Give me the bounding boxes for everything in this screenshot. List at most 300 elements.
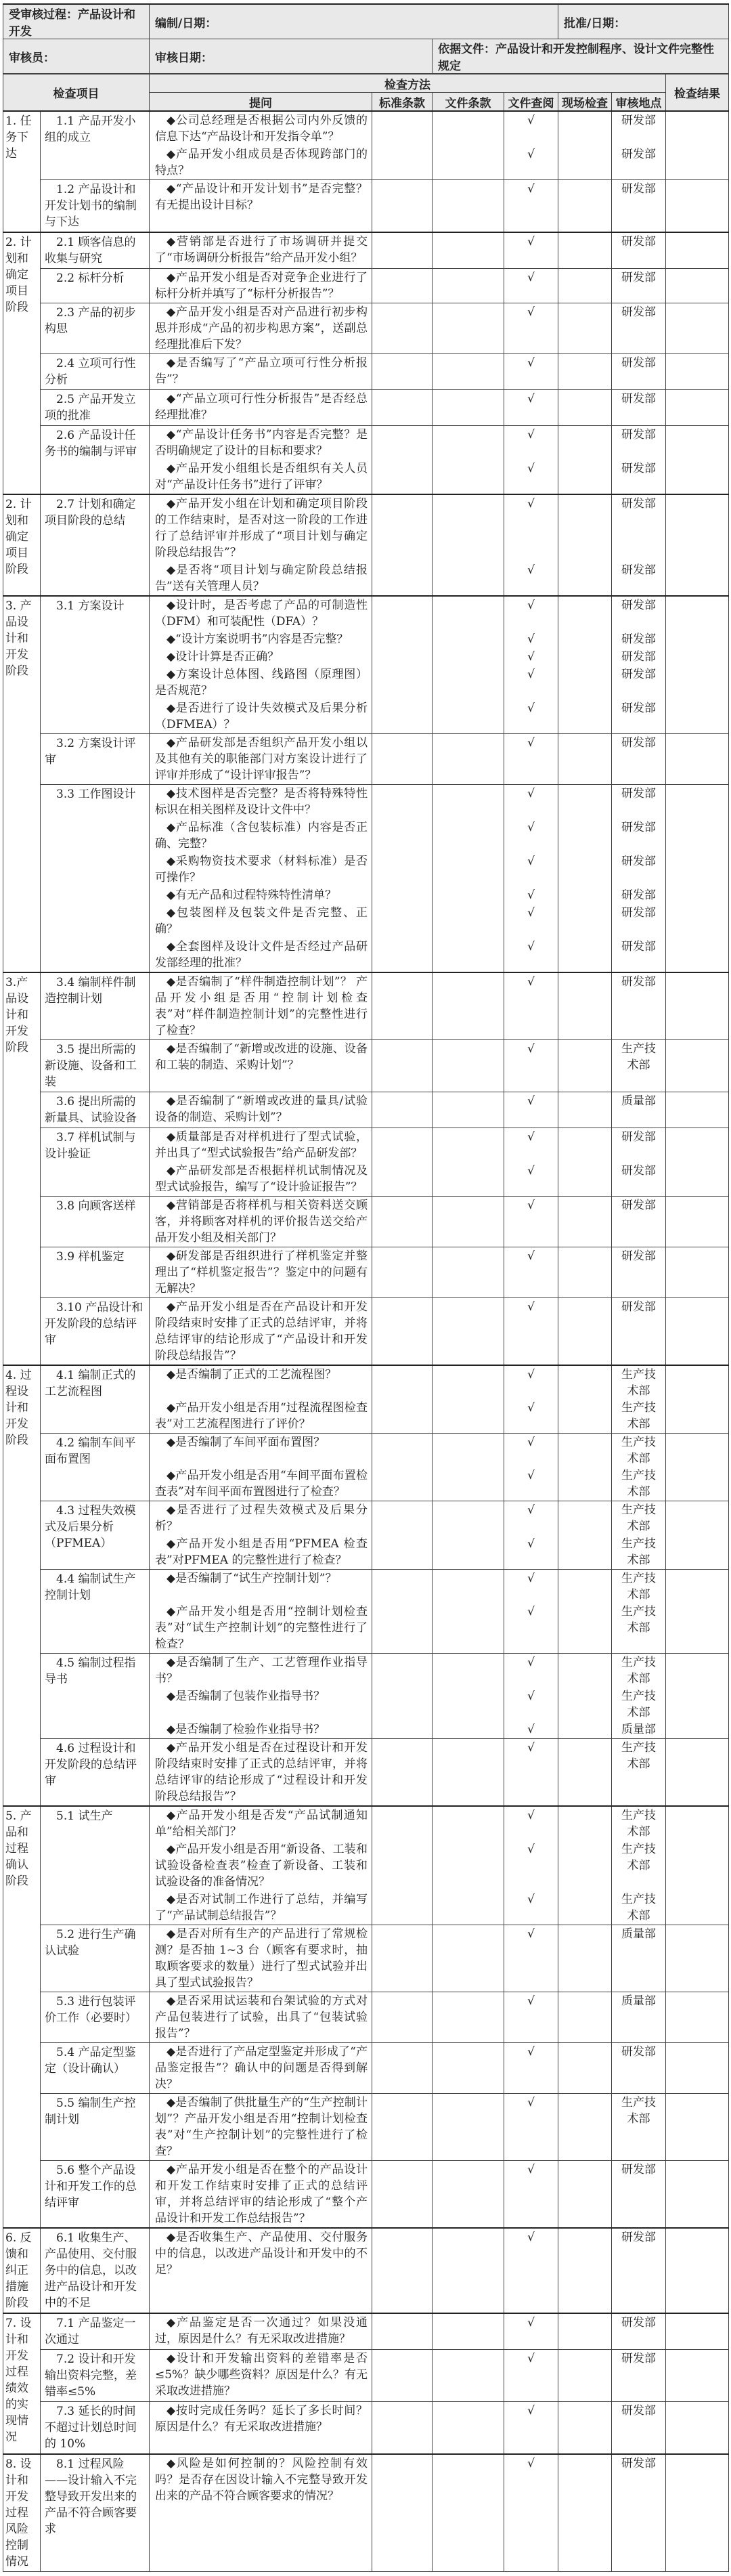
audit-location: 研发部	[612, 785, 666, 819]
audit-location: 生产技术部	[612, 1365, 666, 1399]
document-clause-cell	[433, 648, 504, 666]
check-result-cell[interactable]	[666, 1891, 729, 1925]
check-result-cell[interactable]	[666, 146, 729, 180]
check-result-cell[interactable]	[666, 1570, 729, 1604]
document-review-check: √	[504, 494, 558, 561]
audit-location: 研发部	[612, 232, 666, 269]
question-text: ◆研发部是否组织进行了样机鉴定并整理出了“样机鉴定报告”？鉴定中的问题有无解决？	[150, 1247, 372, 1298]
checklist-table	[3, 74, 729, 2572]
basis-documents: 依据文件：产品设计和开发控制程序、设计文件完整性规定	[433, 39, 729, 74]
question-text: ◆是否编制了“新增或改进的设施、设备和工装的制造、采购计划”？	[150, 1040, 372, 1092]
document-review-check: √	[504, 1688, 558, 1721]
table-row	[3, 2454, 729, 2572]
question-text: ◆是否将“项目计划与确定阶段总结报告”送有关管理人员？	[150, 561, 372, 596]
onsite-check-cell	[558, 2402, 612, 2455]
document-review-check: √	[504, 561, 558, 596]
document-clause-cell	[433, 785, 504, 819]
document-clause-cell	[433, 1739, 504, 1807]
document-review-check: √	[504, 2161, 558, 2229]
audit-location: 生产技术部	[612, 1535, 666, 1570]
onsite-check-cell	[558, 269, 612, 303]
audit-location: 质量部	[612, 1925, 666, 1992]
check-result-cell[interactable]	[666, 853, 729, 886]
check-result-cell[interactable]	[666, 1197, 729, 1247]
check-item-title: 3.8 向顾客送样	[41, 1197, 150, 1247]
document-clause-cell	[433, 1891, 504, 1925]
document-review-check: √	[504, 1603, 558, 1654]
onsite-check-cell	[558, 1247, 612, 1298]
onsite-check-cell	[558, 1739, 612, 1807]
question-text: ◆产品开发小组组长是否组织有关人员对“产品设计任务书”进行了评审？	[150, 460, 372, 494]
standard-clause-cell	[372, 1298, 433, 1366]
col-audit-location: 审核地点	[612, 93, 666, 112]
table-row	[3, 1247, 729, 1298]
audit-location: 研发部	[612, 2402, 666, 2455]
audit-location: 生产技术部	[612, 1603, 666, 1654]
document-review-check: √	[504, 460, 558, 494]
check-result-cell[interactable]	[666, 785, 729, 819]
audit-location: 生产技术部	[612, 1688, 666, 1721]
document-clause-cell	[433, 146, 504, 180]
document-review-check: √	[504, 1197, 558, 1247]
check-item-title: 3.10 产品设计和开发阶段的总结评审	[41, 1298, 150, 1366]
document-clause-cell	[433, 1841, 504, 1891]
document-review-check: √	[504, 2402, 558, 2455]
document-clause-cell	[433, 561, 504, 596]
standard-clause-cell	[372, 494, 433, 561]
document-clause-cell	[433, 1467, 504, 1501]
check-item-title: 5.6 整个产品设计和开发工作的总结评审	[41, 2161, 150, 2229]
standard-clause-cell	[372, 1570, 433, 1604]
audit-location: 生产技术部	[612, 1570, 666, 1604]
question-text: ◆质量部是否对样机进行了型式试验，并出具了“型式试验报告”给产品研发部？	[150, 1128, 372, 1163]
check-result-cell[interactable]	[666, 2313, 729, 2350]
onsite-check-cell	[558, 1399, 612, 1434]
question-text: ◆产品开发小组是否对竞争企业进行了标杆分析并填写了“标杆分析报告”？	[150, 269, 372, 303]
check-result-cell[interactable]	[666, 1688, 729, 1721]
question-text: ◆产品开发小组是否用“过程流程图检查表”对工艺流程图进行了评价？	[150, 1399, 372, 1434]
question-text: ◆产品研发部是否组织产品开发小组以及其他有关的职能部门对方案设计进行了评审并形成了“设计评审报告”？	[150, 734, 372, 785]
standard-clause-cell	[372, 146, 433, 180]
check-result-cell[interactable]	[666, 1399, 729, 1434]
audit-location: 生产技术部	[612, 1467, 666, 1501]
check-result-cell[interactable]	[666, 1535, 729, 1570]
audit-location: 研发部	[612, 494, 666, 561]
document-review-check: √	[504, 180, 558, 233]
question-text: ◆营销部是否进行了市场调研并提交了“市场调研分析报告”给产品开发小组？	[150, 232, 372, 269]
check-item-title: 3.9 样机鉴定	[41, 1247, 150, 1298]
check-item-title: 2.7 计划和确定项目阶段的总结	[41, 494, 150, 596]
standard-clause-cell	[372, 1739, 433, 1807]
table-row	[3, 734, 729, 785]
standard-clause-cell	[372, 1806, 433, 1841]
standard-clause-cell	[372, 1925, 433, 1992]
check-result-cell[interactable]	[666, 1841, 729, 1891]
audit-location: 研发部	[612, 1298, 666, 1366]
check-result-cell[interactable]	[666, 666, 729, 700]
table-row	[3, 2161, 729, 2229]
standard-clause-cell	[372, 648, 433, 666]
standard-clause-cell	[372, 1365, 433, 1399]
standard-clause-cell	[372, 269, 433, 303]
standard-clause-cell	[372, 886, 433, 904]
audit-location: 生产技术部	[612, 1806, 666, 1841]
onsite-check-cell	[558, 2161, 612, 2229]
standard-clause-cell	[372, 1721, 433, 1739]
document-review-check: √	[504, 819, 558, 853]
table-row	[3, 2402, 729, 2455]
audit-location: 研发部	[612, 426, 666, 460]
check-result-cell[interactable]	[666, 2454, 729, 2572]
audit-location: 研发部	[612, 938, 666, 972]
check-result-cell[interactable]	[666, 2043, 729, 2094]
check-result-cell[interactable]	[666, 426, 729, 460]
document-clause-cell	[433, 853, 504, 886]
document-review-check: √	[504, 2454, 558, 2572]
check-result-cell[interactable]	[666, 734, 729, 785]
document-clause-cell	[433, 269, 504, 303]
audit-location: 研发部	[612, 1197, 666, 1247]
question-text: ◆是否编写了“产品立项可行性分析报告”？	[150, 354, 372, 390]
question-text: ◆产品开发小组是否在整个的产品设计和开发工作结束时安排了正式的总结评审，并将总结评审的结论形成了“整个产品设计和开发工作总结报告”？	[150, 2161, 372, 2229]
audit-date-label: 审核日期：	[150, 39, 433, 74]
check-result-cell[interactable]	[666, 269, 729, 303]
check-item-title: 3.3 工作图设计	[41, 785, 150, 973]
standard-clause-cell	[372, 2161, 433, 2229]
question-text: ◆设计计算是否正确？	[150, 648, 372, 666]
onsite-check-cell	[558, 853, 612, 886]
question-text: ◆采购物资技术要求（材料标准）是否可操作？	[150, 853, 372, 886]
check-result-cell[interactable]	[666, 1806, 729, 1841]
check-item-title: 7.3 延长的时间不超过计划总时间的 10%	[41, 2402, 150, 2455]
table-row	[3, 1570, 729, 1604]
onsite-check-cell	[558, 886, 612, 904]
question-text: ◆是否编制了包装作业指导书？	[150, 1688, 372, 1721]
check-result-cell[interactable]	[666, 2350, 729, 2402]
standard-clause-cell	[372, 1688, 433, 1721]
check-result-cell[interactable]	[666, 1162, 729, 1197]
standard-clause-cell	[372, 2043, 433, 2094]
audit-info-table	[3, 3, 729, 74]
document-review-check: √	[504, 1891, 558, 1925]
document-clause-cell	[433, 1806, 504, 1841]
standard-clause-cell	[372, 819, 433, 853]
standard-clause-cell	[372, 1040, 433, 1092]
document-review-check: √	[504, 1721, 558, 1739]
audit-location: 生产技术部	[612, 1040, 666, 1092]
standard-clause-cell	[372, 630, 433, 648]
onsite-check-cell	[558, 354, 612, 390]
check-result-cell[interactable]	[666, 2402, 729, 2455]
check-result-cell[interactable]	[666, 1040, 729, 1092]
audit-location: 生产技术部	[612, 1654, 666, 1688]
standard-clause-cell	[372, 2454, 433, 2572]
check-result-cell[interactable]	[666, 1128, 729, 1163]
question-text: ◆是否进行了产品定型鉴定并形成了“产品鉴定报告”？确认中的问题是否得到解决？	[150, 2043, 372, 2094]
stage-label: 4. 过程设计和开发阶段	[3, 1365, 41, 1806]
document-review-check: √	[504, 2350, 558, 2402]
check-result-cell[interactable]	[666, 1721, 729, 1739]
document-clause-cell	[433, 2161, 504, 2229]
standard-clause-cell	[372, 390, 433, 426]
onsite-check-cell	[558, 1841, 612, 1891]
standard-clause-cell	[372, 2313, 433, 2350]
standard-clause-cell	[372, 1197, 433, 1247]
standard-clause-cell	[372, 561, 433, 596]
standard-clause-cell	[372, 303, 433, 354]
check-result-cell[interactable]	[666, 1434, 729, 1467]
check-result-cell[interactable]	[666, 303, 729, 354]
document-review-check: √	[504, 700, 558, 734]
question-text: ◆技术图样是否完整？是否将特殊特性标识在相关图样及设计文件中？	[150, 785, 372, 819]
standard-clause-cell	[372, 666, 433, 700]
check-result-cell[interactable]	[666, 886, 729, 904]
onsite-check-cell	[558, 1501, 612, 1536]
check-result-cell[interactable]	[666, 561, 729, 596]
document-clause-cell	[433, 1992, 504, 2043]
document-review-check: √	[504, 1739, 558, 1807]
onsite-check-cell	[558, 561, 612, 596]
document-review-check: √	[504, 1162, 558, 1197]
check-item-title: 2.4 立项可行性分析	[41, 354, 150, 390]
onsite-check-cell	[558, 700, 612, 734]
audited-process: 受审核过程：产品设计和开发	[3, 4, 150, 39]
document-clause-cell	[433, 232, 504, 269]
question-text: ◆产品开发小组是否用“车间平面布置检查表”对车间平面布置图进行了检查？	[150, 1467, 372, 1501]
document-clause-cell	[433, 1688, 504, 1721]
onsite-check-cell	[558, 1806, 612, 1841]
stage-label: 2. 计划和确定项目阶段	[3, 494, 41, 596]
document-clause-cell	[433, 1721, 504, 1739]
onsite-check-cell	[558, 1128, 612, 1163]
audit-location: 生产技术部	[612, 1501, 666, 1536]
check-item-title: 2.2 标杆分析	[41, 269, 150, 303]
document-clause-cell	[433, 819, 504, 853]
question-text: ◆包装图样及包装文件是否完整、正确？	[150, 904, 372, 938]
col-document-review: 文件查阅	[504, 93, 558, 112]
document-clause-cell	[433, 460, 504, 494]
audit-location: 质量部	[612, 1992, 666, 2043]
standard-clause-cell	[372, 2094, 433, 2161]
audit-location: 生产技术部	[612, 1434, 666, 1467]
question-text: ◆是否对所有生产的产品进行了常规检测？是否抽 1~3 台（顾客有要求时，抽取顾客要求的数量）进行了型式试验并出具了型式试验报告？	[150, 1925, 372, 1992]
check-result-cell[interactable]	[666, 180, 729, 233]
document-clause-cell	[433, 1040, 504, 1092]
onsite-check-cell	[558, 734, 612, 785]
onsite-check-cell	[558, 1721, 612, 1739]
document-clause-cell	[433, 494, 504, 561]
check-item-title: 5.2 进行生产确认试验	[41, 1925, 150, 1992]
col-document-clause: 文件条款	[433, 93, 504, 112]
check-result-cell[interactable]	[666, 1925, 729, 1992]
onsite-check-cell	[558, 232, 612, 269]
question-text: ◆产品开发小组是否用“PFMEA 检查表”对PFMEA 的完整性进行了检查？	[150, 1535, 372, 1570]
audit-location: 研发部	[612, 666, 666, 700]
check-result-cell[interactable]	[666, 630, 729, 648]
document-clause-cell	[433, 886, 504, 904]
audit-location: 研发部	[612, 180, 666, 233]
check-item-title: 8.1 过程风险——设计输入不完整导致开发出来的产品不符合顾客要求	[41, 2454, 150, 2572]
standard-clause-cell	[372, 1092, 433, 1128]
check-result-cell[interactable]	[666, 819, 729, 853]
document-clause-cell	[433, 1365, 504, 1399]
document-clause-cell	[433, 2043, 504, 2094]
check-item-title: 6.1 收集生产、产品使用、交付服务中的信息，以改进产品设计和开发中的不足	[41, 2228, 150, 2313]
document-clause-cell	[433, 354, 504, 390]
checklist-body	[3, 111, 729, 2572]
table-row	[3, 1739, 729, 1807]
check-result-cell[interactable]	[666, 232, 729, 269]
audit-location: 研发部	[612, 853, 666, 886]
table-row	[3, 785, 729, 819]
prepared-date-label: 编制/日期：	[150, 4, 558, 39]
check-result-cell[interactable]	[666, 2161, 729, 2229]
document-review-check: √	[504, 1501, 558, 1536]
question-text: ◆是否编制了检验作业指导书？	[150, 1721, 372, 1739]
question-text: ◆产品开发小组是否对产品进行初步构思并形成“产品的初步构思方案”，送副总经理批准后下发？	[150, 303, 372, 354]
standard-clause-cell	[372, 460, 433, 494]
check-result-cell[interactable]	[666, 904, 729, 938]
check-item-title: 3.4 编制样件制造控制计划	[41, 972, 150, 1040]
question-text: ◆“产品设计任务书”内容是否完整？是否明确规定了设计的目标和要求？	[150, 426, 372, 460]
col-check-method: 检查方法	[150, 74, 666, 93]
standard-clause-cell	[372, 2350, 433, 2402]
check-result-cell[interactable]	[666, 494, 729, 561]
check-result-cell[interactable]	[666, 111, 729, 146]
check-result-cell[interactable]	[666, 460, 729, 494]
onsite-check-cell	[558, 938, 612, 972]
check-result-cell[interactable]	[666, 1365, 729, 1399]
check-result-cell[interactable]	[666, 1739, 729, 1807]
check-result-cell[interactable]	[666, 1654, 729, 1688]
audit-location: 研发部	[612, 972, 666, 1040]
standard-clause-cell	[372, 785, 433, 819]
check-item-title: 2.6 产品设计任务书的编制与评审	[41, 426, 150, 495]
standard-clause-cell	[372, 596, 433, 630]
table-row	[3, 2043, 729, 2094]
check-result-cell[interactable]	[666, 648, 729, 666]
check-result-cell[interactable]	[666, 972, 729, 1040]
table-row	[3, 2350, 729, 2402]
audit-location: 研发部	[612, 2454, 666, 2572]
check-result-cell[interactable]	[666, 1247, 729, 1298]
document-review-check: √	[504, 2228, 558, 2313]
standard-clause-cell	[372, 2228, 433, 2313]
table-row	[3, 426, 729, 460]
document-review-check: √	[504, 1434, 558, 1467]
question-text: ◆公司总经理是否根据公司内外反馈的信息下达“产品设计和开发指令单”？	[150, 111, 372, 146]
question-text: ◆是否编制了“试生产控制计划”？	[150, 1570, 372, 1604]
question-text: ◆是否编制了“新增或改进的量具/试验设备的制造、采购计划”？	[150, 1092, 372, 1128]
approved-date-label: 批准/日期：	[558, 4, 729, 39]
document-clause-cell	[433, 596, 504, 630]
onsite-check-cell	[558, 1467, 612, 1501]
audit-location: 研发部	[612, 734, 666, 785]
document-clause-cell	[433, 972, 504, 1040]
onsite-check-cell	[558, 2350, 612, 2402]
stage-label: 2. 计划和确定项目阶段	[3, 232, 41, 494]
document-review-check: √	[504, 938, 558, 972]
check-result-cell[interactable]	[666, 2228, 729, 2313]
question-text: ◆按时完成任务吗？延长了多长时间？原因是什么？有无采取改进措施？	[150, 2402, 372, 2455]
audit-location: 研发部	[612, 819, 666, 853]
audit-location: 研发部	[612, 2313, 666, 2350]
check-item-title: 3.1 方案设计	[41, 596, 150, 734]
check-result-cell[interactable]	[666, 1603, 729, 1654]
check-result-cell[interactable]	[666, 700, 729, 734]
onsite-check-cell	[558, 1570, 612, 1604]
question-text: ◆是否编制了正式的工艺流程图？	[150, 1365, 372, 1399]
document-review-check: √	[504, 972, 558, 1040]
document-review-check: √	[504, 1925, 558, 1992]
standard-clause-cell	[372, 1992, 433, 2043]
audit-location: 研发部	[612, 354, 666, 390]
check-item-title: 4.5 编制过程指导书	[41, 1654, 150, 1739]
table-row	[3, 1298, 729, 1366]
question-text: ◆产品开发小组是否用“控制计划检查表”对“试生产控制计划”的完整性进行了检查？	[150, 1603, 372, 1654]
check-result-cell[interactable]	[666, 1467, 729, 1501]
document-clause-cell	[433, 2094, 504, 2161]
document-clause-cell	[433, 180, 504, 233]
question-text: ◆全套图样及设计文件是否经过产品研发部经理的批准？	[150, 938, 372, 972]
document-review-check: √	[504, 354, 558, 390]
document-review-check: √	[504, 1570, 558, 1604]
check-result-cell[interactable]	[666, 1501, 729, 1536]
document-review-check: √	[504, 785, 558, 819]
standard-clause-cell	[372, 1654, 433, 1688]
check-result-cell[interactable]	[666, 390, 729, 426]
document-clause-cell	[433, 2402, 504, 2455]
question-text: ◆“产品立项可行性分析报告”是否经总经理批准？	[150, 390, 372, 426]
standard-clause-cell	[372, 1247, 433, 1298]
table-row	[3, 2313, 729, 2350]
table-row	[3, 1434, 729, 1467]
check-result-cell[interactable]	[666, 1992, 729, 2043]
document-review-check: √	[504, 111, 558, 146]
standard-clause-cell	[372, 700, 433, 734]
onsite-check-cell	[558, 1040, 612, 1092]
question-text: ◆设计时，是否考虑了产品的可制造性（DFM）和可装配性（DFA）？	[150, 596, 372, 630]
table-row	[3, 1925, 729, 1992]
onsite-check-cell	[558, 180, 612, 233]
standard-clause-cell	[372, 904, 433, 938]
check-item-title: 2.3 产品的初步构思	[41, 303, 150, 354]
check-result-cell[interactable]	[666, 354, 729, 390]
document-clause-cell	[433, 1399, 504, 1434]
check-result-cell[interactable]	[666, 2094, 729, 2161]
check-result-cell[interactable]	[666, 938, 729, 972]
col-check-result: 检查结果	[666, 74, 729, 112]
document-clause-cell	[433, 1162, 504, 1197]
audit-location: 研发部	[612, 111, 666, 146]
check-result-cell[interactable]	[666, 1092, 729, 1128]
document-clause-cell	[433, 666, 504, 700]
standard-clause-cell	[372, 938, 433, 972]
question-text: ◆是否进行了过程失效模式及后果分析？	[150, 1501, 372, 1536]
check-result-cell[interactable]	[666, 596, 729, 630]
document-clause-cell	[433, 1925, 504, 1992]
question-text: ◆产品开发小组成员是否体现跨部门的特点？	[150, 146, 372, 180]
table-row	[3, 180, 729, 233]
check-item-title: 2.5 产品开发立项的批准	[41, 390, 150, 426]
audit-location: 研发部	[612, 886, 666, 904]
table-row	[3, 1092, 729, 1128]
onsite-check-cell	[558, 596, 612, 630]
document-review-check: √	[504, 2094, 558, 2161]
check-result-cell[interactable]	[666, 1298, 729, 1366]
document-clause-cell	[433, 2454, 504, 2572]
document-review-check: √	[504, 1247, 558, 1298]
